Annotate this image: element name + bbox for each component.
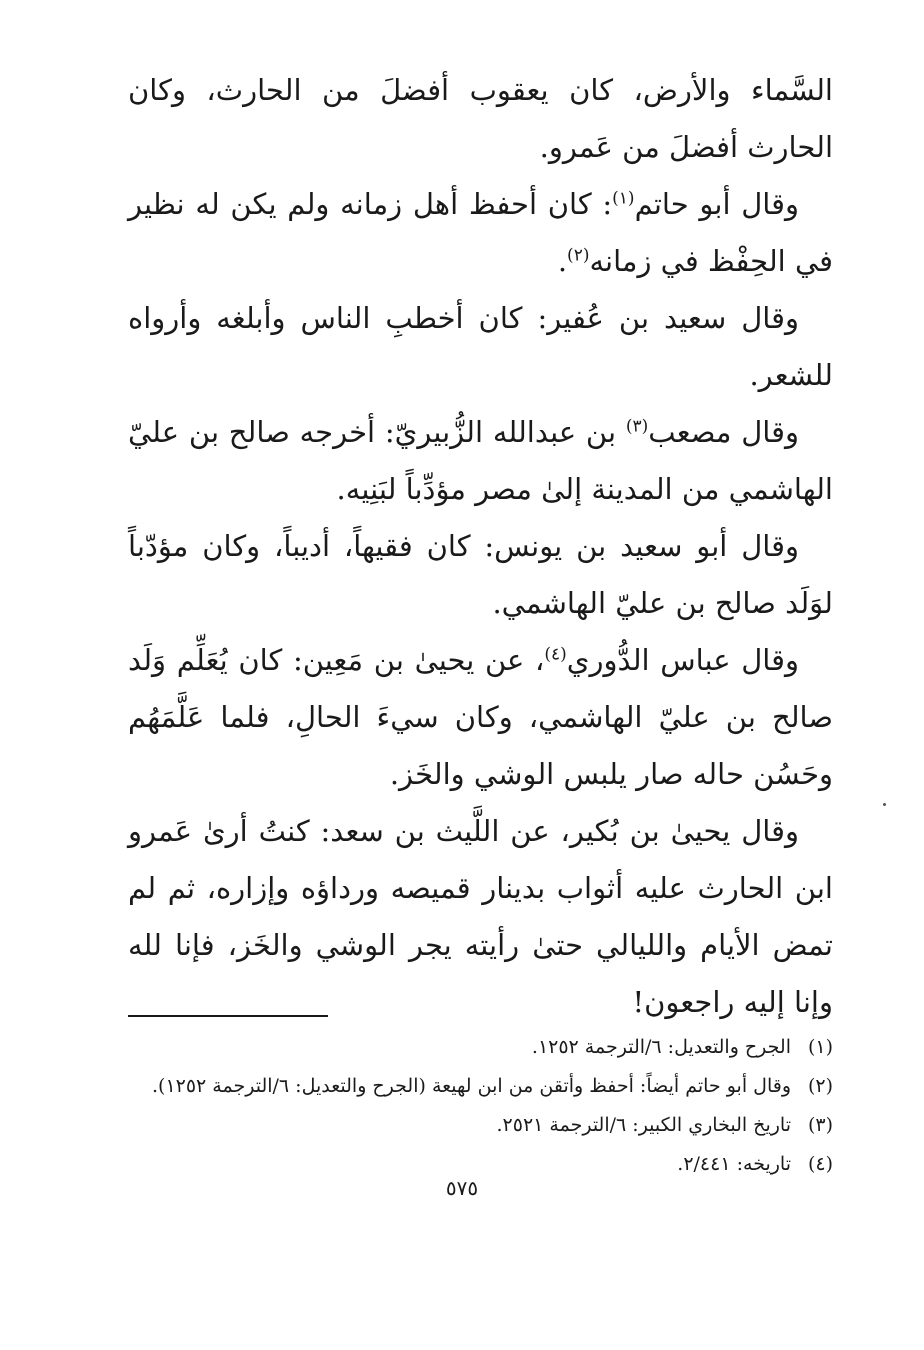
page-content <box>128 62 833 1175</box>
paragraph-text: وقال أبو حاتم <box>634 187 799 221</box>
paragraph-abbas-duri <box>128 632 833 803</box>
paragraph-abu-hatim <box>128 176 833 290</box>
footnote-item <box>128 1032 833 1063</box>
paragraph-text: . <box>557 244 568 278</box>
paragraph-continuation: السَّماء والأرض، كان يعقوب أفضلَ من الحارث، وكان الحارث أفضلَ من عَمرو. <box>128 73 833 164</box>
footnote-divider <box>128 1015 328 1017</box>
footnote-ref-3[interactable]: (٣) <box>625 416 649 437</box>
paragraph-text: : كان أحفظ أهل زمانه ولم يكن له نظير في الحِفْظ في زمانه <box>128 187 833 278</box>
footnote-text: الجرح والتعديل: ٦/الترجمة ١٢٥٢. <box>531 1036 791 1058</box>
body-text <box>128 62 833 1031</box>
paragraph-musab <box>128 404 833 518</box>
footnote-item <box>128 1071 833 1102</box>
footnote-number: (٣) <box>807 1114 833 1136</box>
paragraph-said-ibn-ufayr: وقال سعيد بن عُفير: كان أخطبِ الناس وأبلغه وأرواه للشعر. <box>128 301 833 392</box>
footnote-number: (٢) <box>807 1075 833 1097</box>
footnote-item <box>128 1110 833 1141</box>
footnotes <box>128 1032 833 1188</box>
footnote-text: تاريخه: ٢/٤٤١. <box>677 1153 791 1175</box>
footnote-number: (١) <box>807 1036 833 1058</box>
footnote-text: تاريخ البخاري الكبير: ٦/الترجمة ٢٥٢١. <box>496 1114 791 1136</box>
page-number: ٥٧٥ <box>445 1176 479 1200</box>
paragraph-yahya-ibn-bukayr: وقال يحيىٰ بن بُكير، عن اللَّيث بن سعد: كنتُ أرىٰ عَمرو ابن الحارث عليه أثواب بدينار قميصه ورداؤه وإزاره، ثم لم تمض الأيام والليالي حتىٰ رأيته يجر الوشي والخَز، فإنا لله وإنا إليه راجعون! <box>128 814 833 1019</box>
footnote-ref-1[interactable]: (١) <box>612 188 635 209</box>
footnote-text: وقال أبو حاتم أيضاً: أحفظ وأتقن من ابن لهيعة (الجرح والتعديل: ٦/الترجمة ١٢٥٢). <box>151 1075 791 1097</box>
footnote-number: (٤) <box>807 1153 833 1175</box>
footnote-ref-4[interactable]: (٤) <box>544 644 567 665</box>
paragraph-text: وقال مصعب <box>648 415 799 449</box>
paragraph-text: بن عبدالله الزُّبيريّ: أخرجه صالح بن عليّ الهاشمي من المدينة إلىٰ مصر مؤدِّباً لبَنِيه. <box>128 415 833 506</box>
paragraph-text: وقال عباس الدُّوري <box>566 643 800 677</box>
scan-speck <box>883 803 886 806</box>
footnote-ref-2[interactable]: (٢) <box>567 245 590 266</box>
paragraph-text: ، عن يحيىٰ بن مَعِين: كان يُعَلِّم وَلَد صالح بن عليّ الهاشمي، وكان سيءَ الحالِ، فلما عَلَّمَهُم وحَسُن حاله صار يلبس الوشي والخَز. <box>128 643 833 791</box>
paragraph-ibn-yunus: وقال أبو سعيد بن يونس: كان فقيهاً، أديباً، وكان مؤدّباً لوَلَد صالح بن عليّ الهاشمي. <box>128 529 833 620</box>
